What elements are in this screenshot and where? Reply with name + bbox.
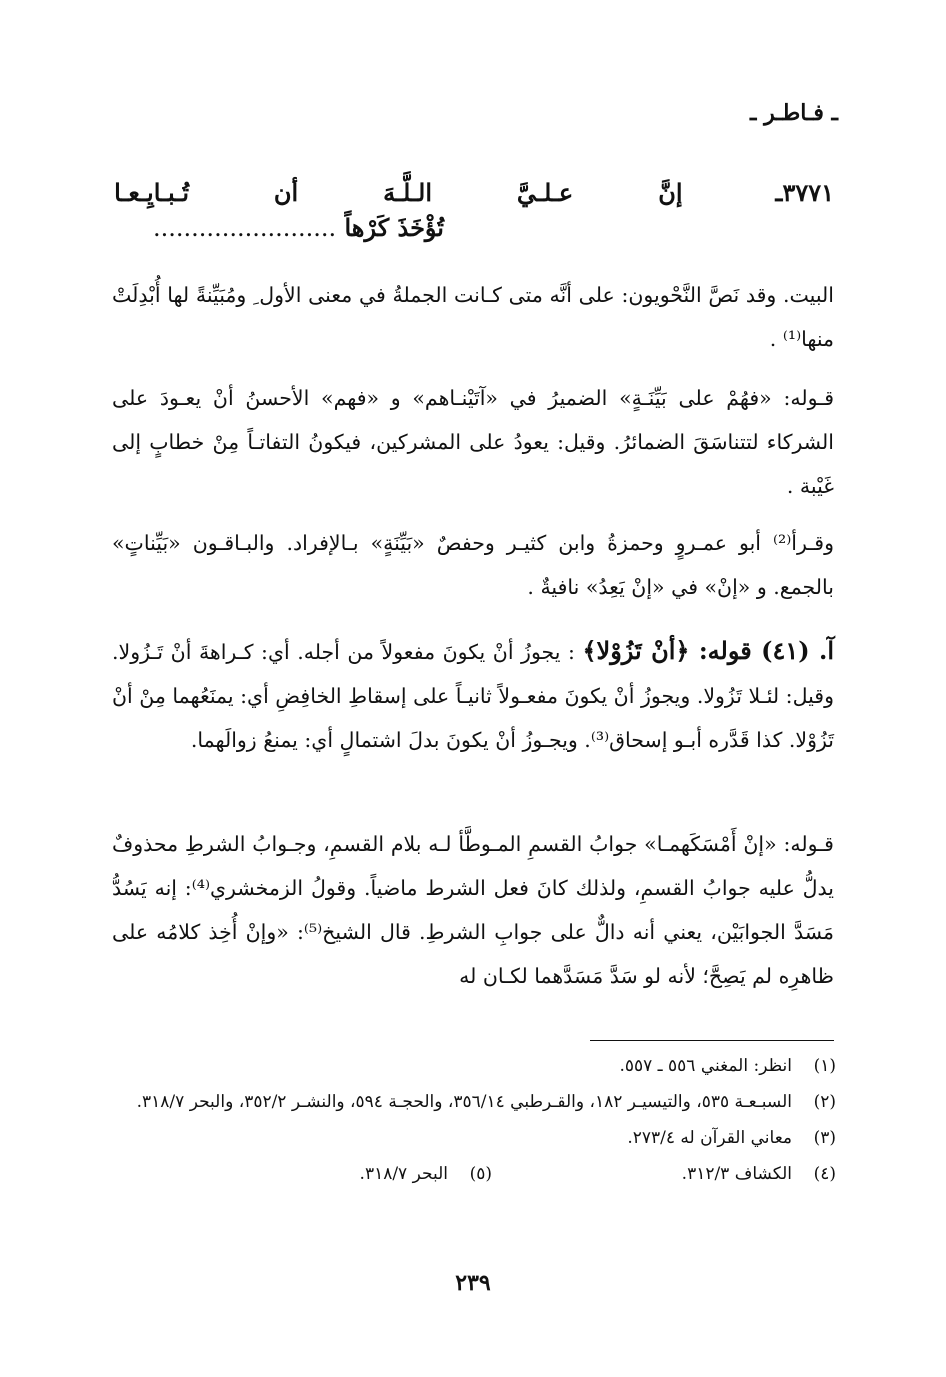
verse-number: ٣٧٧١ـ xyxy=(775,178,834,207)
verse-block xyxy=(114,178,834,242)
paragraph-3: وقـرأ⁽²⁾ أبو عمـروٍ وحمزةُ وابن كثيـر وحفصٌ «بَيِّنَةٍ» بـالإفراد. والبـاقـون «بَيِّناتٍ» بالجمع. و «إنْ» في «إنْ يَعِدُ» نافيةٌ . xyxy=(112,531,834,599)
running-header: ـ فـاطـر ـ xyxy=(750,100,838,126)
footnote-text: البحر ٣١٨/٧. xyxy=(359,1164,448,1184)
footnote-1 xyxy=(112,1052,836,1080)
verse-word: عـلـيَّ xyxy=(516,178,574,207)
verse-ellipsis: ........................ xyxy=(153,214,337,242)
footnote-text: انظر: المغني ٥٥٦ ـ ٥٥٧. xyxy=(619,1056,792,1076)
verse-second-hemistich xyxy=(114,213,834,242)
footnote-text: معاني القرآن له ٢٧٣/٤. xyxy=(627,1128,792,1148)
footnotes xyxy=(112,1052,836,1196)
paragraph-4-body: : يجوزُ أنْ يكونَ مفعولاً من أجله. أي: كـراهةَ أنْ تَـزُولا. وقيل: لئـلا تَزُولا. ويجوزُ أنْ يكونَ مفعـولاً ثانيـاً على إسقاطِ الخافِضِ أي: يمنَعُهما مِنْ أنْ تَزُوْلا. كذا قَدَّره أبـو إسحاق⁽³⁾. ويجـوزُ أنْ يكونَ بدلَ اشتمالٍ أي: يمنعُ زوالَهما. xyxy=(112,640,834,752)
paragraph-4 xyxy=(112,629,834,762)
footnote-divider xyxy=(590,1040,834,1041)
verse-word: إنَّ xyxy=(658,178,683,207)
footnote-number: (٣) xyxy=(813,1128,836,1148)
footnote-4-5 xyxy=(112,1160,836,1188)
footnote-number: (٢) xyxy=(813,1092,836,1112)
ayah-heading: آ. (٤١) قوله: ﴿أنْ تَزُوْلا﴾ xyxy=(582,636,834,665)
verse-word: الـلَّـهَ xyxy=(383,178,432,207)
footnote-text: الكشاف ٣١٢/٣. xyxy=(681,1164,792,1184)
footnote-2 xyxy=(112,1088,836,1116)
verse-word: تُـبـايِـعـا xyxy=(114,178,189,207)
page-number: ٢٣٩ xyxy=(455,1270,491,1296)
verse-line xyxy=(114,178,834,207)
footnote-3 xyxy=(112,1124,836,1152)
paragraph-2: قـوله: «فهُمْ على بَيِّنَـةٍ» الضميرُ في «آتَيْنـاهم» و «فهم» الأحسنُ أنْ يعـودَ على الشركاء لتتناسَقَ الضمائرُ. وقيل: يعودُ على المشركين، فيكونُ التفاتـاً مِنْ خطابٍ إلى غَيْبة . xyxy=(112,386,834,498)
verse-line2-text: تُؤْخَذَ كَرْهاً xyxy=(344,213,444,242)
paragraph-1: البيت. وقد نَصَّ النَّحْويون: على أنَّه متى كـانت الجملةُ في معنى الأول ِ ومُبَيِّنةً لها أُبْدِلَتْ منها⁽¹⁾ . xyxy=(112,283,834,351)
footnote-text: السبـعـة ٥٣٥، والتيسيـر ١٨٢، والقـرطبي ٣٥٦/١٤، والحجـة ٥٩٤، والنشـر ٣٥٢/٢، والبحر ٣١٨/٧. xyxy=(136,1092,792,1112)
verse-word: أن xyxy=(273,178,299,207)
paragraph-5: قـوله: «إنْ أَمْسَكَهمـا» جوابُ القسمِ المـوطَّأ لـه بلام القسمِ، وجـوابُ الشرطِ محذوفٌ يدلُّ عليه جوابُ القسمِ، ولذلك كانَ فعل الشرط ماضياً. وقولُ الزمخشري⁽⁴⁾: إنه يَسُدُّ مَسَدَّ الجوابَيْن، يعني أنه دالٌّ على جوابِ الشرطِ. قال الشيخ⁽⁵⁾: «وإنْ أُخِذ كلامُه على ظاهرِه لم يَصِحَّ؛ لأنه لو سَدَّ مَسَدَّهما لكـان له xyxy=(112,832,835,988)
footnote-number: (٥) xyxy=(469,1164,492,1184)
footnote-number: (٤) xyxy=(813,1164,836,1184)
footnote-number: (١) xyxy=(813,1056,836,1076)
